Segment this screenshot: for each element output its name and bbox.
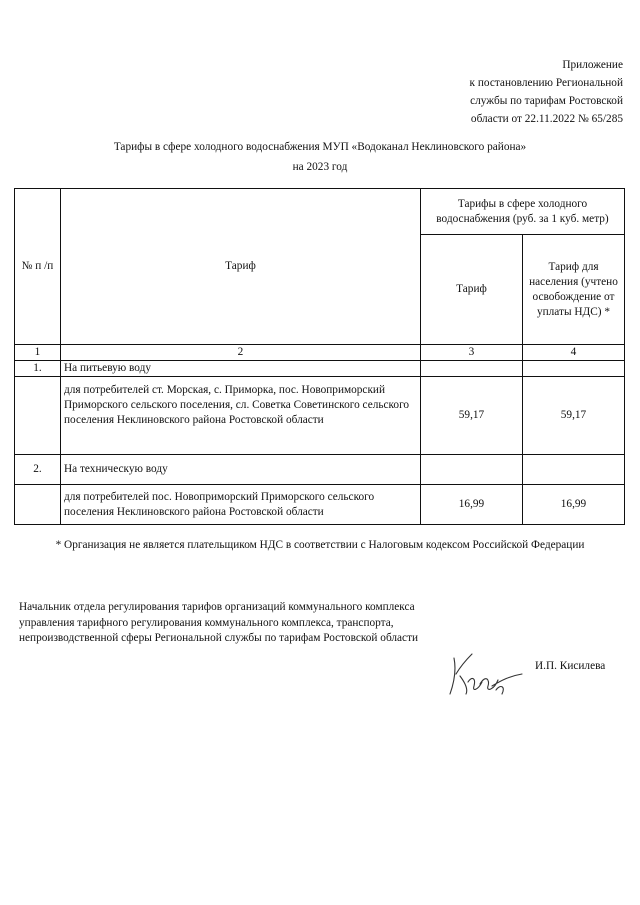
- row-population-tariff: [523, 361, 625, 377]
- annex-line-4: области от 22.11.2022 № 65/285: [470, 113, 623, 125]
- header-num: № п /п: [15, 189, 61, 345]
- column-number-row: [15, 345, 625, 361]
- row-tariff: 59,17: [421, 377, 523, 455]
- col-number: 1: [15, 345, 61, 361]
- row-tariff: 16,99: [421, 485, 523, 525]
- handwritten-signature: [446, 650, 526, 700]
- row-tariff: [421, 455, 523, 485]
- tariff-table: [14, 188, 625, 525]
- row-num: [15, 485, 61, 525]
- col-number: 3: [421, 345, 523, 361]
- table-row: [15, 377, 625, 455]
- annex-line-2: к постановлению Региональной: [469, 77, 623, 89]
- annex-line-3: службы по тарифам Ростовской: [470, 95, 623, 107]
- row-name: для потребителей пос. Новоприморский Приморского сельского поселения Неклиновского района Ростовской области: [61, 485, 421, 525]
- row-num: 1.: [15, 361, 61, 377]
- table-row: [15, 361, 625, 377]
- row-population-tariff: 59,17: [523, 377, 625, 455]
- row-name: для потребителей ст. Морская, с. Приморка, пос. Новоприморский Приморского сельского поселения, сл. Советка Советинского сельского поселения Неклиновского района Ростовской области: [61, 377, 421, 455]
- header-tariff: Тариф: [61, 189, 421, 345]
- header-sub-tariff: Тариф: [421, 235, 523, 345]
- row-num: [15, 377, 61, 455]
- row-tariff: [421, 361, 523, 377]
- table-row: [15, 485, 625, 525]
- header-sub-population: Тариф для населения (учтено освобождение от уплаты НДС) *: [523, 235, 625, 345]
- signatory-position: Начальник отдела регулирования тарифов организаций коммунального комплекса управления тарифного регулирования коммунального комплекса, транспорта, непроизводственной сферы Региональной службы по тарифам Ростовской области: [19, 601, 419, 644]
- vat-footnote: * Организация не является плательщиком НДС в соответствии с Налоговым кодексом Российской Федерации: [55, 539, 585, 551]
- document-title: Тарифы в сфере холодного водоснабжения МУП «Водоканал Неклиновского района»: [113, 141, 527, 153]
- row-name: На питьевую воду: [61, 361, 421, 377]
- row-population-tariff: [523, 455, 625, 485]
- header-group: Тарифы в сфере холодного водоснабжения (руб. за 1 куб. метр): [421, 189, 625, 235]
- annex-line-1: Приложение: [562, 59, 623, 71]
- col-number: 2: [61, 345, 421, 361]
- row-num: 2.: [15, 455, 61, 485]
- table-row: [15, 455, 625, 485]
- signatory-name: И.П. Кисилева: [535, 660, 606, 672]
- col-number: 4: [523, 345, 625, 361]
- document-subtitle: на 2023 год: [292, 161, 348, 173]
- row-population-tariff: 16,99: [523, 485, 625, 525]
- row-name: На техническую воду: [61, 455, 421, 485]
- annex-block: [470, 56, 623, 128]
